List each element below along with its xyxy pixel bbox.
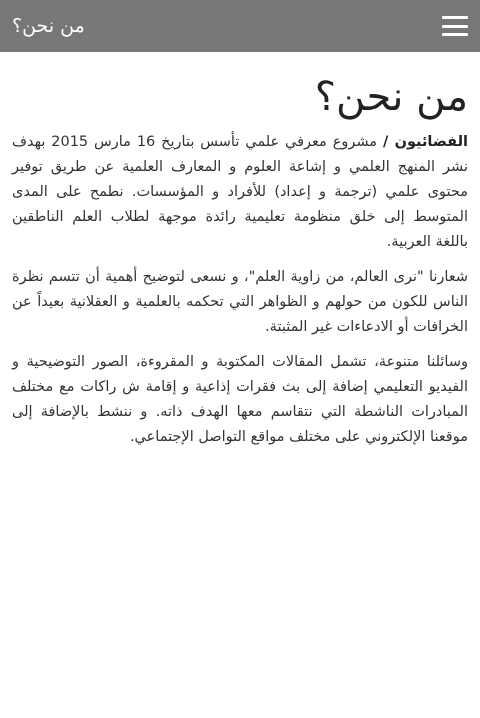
paragraph-intro [12, 130, 468, 255]
menu-line [442, 16, 468, 19]
about-content [0, 52, 480, 450]
menu-line [442, 25, 468, 28]
menu-line [442, 33, 468, 36]
hamburger-menu-icon[interactable] [442, 16, 468, 36]
app-bar-title: من نحن؟ [12, 15, 85, 37]
brand-name: الفضائيون / [382, 134, 468, 150]
paragraph-slogan [12, 265, 468, 340]
paragraph-text: وسائلنا متنوعة، تشمل المقالات المكتوبة و المقروءة، الصور التوضيحية و الفيديو التعليمي إضافة إلى بث فقرات إذاعية و إقامة ش راكات مع مختلف المبادرات الناشطة التي نتقاسم معها الهدف ذاته. و ننشط بالإضافة إلى موقعنا الإلكتروني على مختلف مواقع التواصل الإجتماعي. [12, 354, 468, 445]
paragraph-means [12, 350, 468, 450]
page-title: من نحن؟ [314, 74, 468, 120]
top-app-bar [0, 0, 480, 52]
paragraph-text: شعارنا "نرى العالم، من زاوية العلم"، و نسعى لتوضيح أهمية أن تتسم نظرة الناس للكون من حولهم و الظواهر التي تحكمه بالعلمية و العقلانية بعيداً عن الخرافات أو الادعاءات غير المثبتة. [12, 269, 468, 335]
paragraph-text: مشروع معرفي علمي تأسس بتاريخ 16 مارس 2015 بهدف نشر المنهج العلمي و إشاعة العلوم و المعارف العلمية عن طريق توفير محتوى علمي (ترجمة و إعداد) للأفراد و المؤسسات. نطمح على المدى المتوسط إلى خلق منظومة تعليمية رائدة موجهة لطلاب العلم الناطقين باللغة العربية. [12, 134, 468, 250]
